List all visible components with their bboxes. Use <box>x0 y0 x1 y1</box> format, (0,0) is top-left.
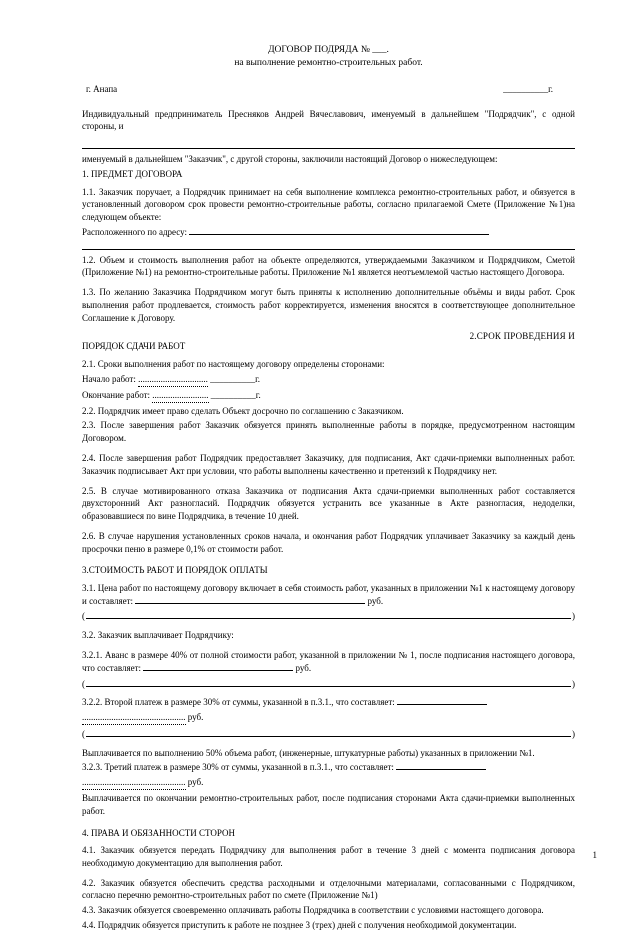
clause-3-1 <box>82 582 575 608</box>
clause-3-2-2-text: 3.2.2. Второй платеж в размере 30% от суммы, указанной в п.3.1., что составляет: <box>82 697 395 708</box>
clause-3-2-2 <box>82 696 575 709</box>
clause-3-2-3-dots: .............................................. <box>82 776 186 790</box>
clause-2-1: 2.1. Сроки выполнения работ по настоящему договору определены сторонами: <box>82 359 385 370</box>
clause-3-1-amount-words[interactable] <box>82 609 575 622</box>
blank-line-party[interactable] <box>82 140 575 149</box>
amount-words-line[interactable] <box>86 609 571 619</box>
clause-3-2-3 <box>82 761 575 774</box>
clause-3-2-1-text: 3.2.1. Аванс в размере 40% от полной стоимости работ, указанной в приложении № 1, после подписания настоящего договора, что составляет: <box>82 650 575 673</box>
clause-3-1-unit: руб. <box>367 595 384 606</box>
title-line-1: ДОГОВОР ПОДРЯДА № ___. <box>268 45 389 55</box>
clause-2-6: 2.6. В случае нарушения установленных сроков начала, и окончания работ Подрядчик уплачивает Заказчику за каждый день просрочки пеню в размере 0,1% от стоимости работ. <box>82 530 575 554</box>
clause-2-2: 2.2. Подрядчик имеет право сделать Объект досрочно по соглашению с Заказчиком. <box>82 405 404 416</box>
clause-3-2: 3.2. Заказчик выплачивает Подрядчику: <box>82 630 234 641</box>
clause-4-1: 4.1. Заказчик обязуется передать Подрядчику для выполнения работ в течение 3 дней с момента подписания договора необходимую документацию для выполнения работ. <box>82 845 575 868</box>
clause-3-1-amount-input[interactable] <box>135 603 365 604</box>
paren-open: ( <box>82 728 85 739</box>
clause-2-1-start <box>82 373 575 387</box>
clause-3-2-2-amount-words[interactable] <box>82 727 575 740</box>
clause-3-1-text: 3.1. Цена работ по настоящему договору включает в себя стоимость работ, указанных в приложении №1 к настоящему договору и составляет: <box>82 582 575 606</box>
end-date-value[interactable]: __________г. <box>210 389 261 400</box>
amount-words-line[interactable] <box>86 727 571 737</box>
clause-3-2-2-dots: .............................................. <box>82 711 186 725</box>
clause-3-2-3-amount-input[interactable] <box>396 769 486 770</box>
paren-close: ) <box>572 728 575 739</box>
clause-4-2: 4.2. Заказчик обязуется обеспечить средства расходными и отделочными материалами, согласованными с Подрядчиком, согласно перечню ремонтно-строительных работ по смете (Приложение №1) <box>82 877 575 901</box>
clause-2-1-end <box>82 389 575 403</box>
section-2-heading-left: ПОРЯДОК СДАЧИ РАБОТ <box>82 341 186 352</box>
intro-paragraph-1: Индивидуальный предприниматель Пресняков Андрей Вячеславович, именуемый в дальнейшем "Подрядчик", с одной стороны, и <box>82 108 575 132</box>
section-1-heading: 1. ПРЕДМЕТ ДОГОВОРА <box>82 168 183 179</box>
paren-open: ( <box>82 678 85 689</box>
end-date-dots: ......................... <box>152 389 208 403</box>
clause-2-4: 2.4. После завершения работ Подрядчик предоставляет Заказчику, для подписания, Акт сдачи-приемки выполненных работ. Заказчик подписывает Акт при условии, что работы выполнены качественно и претензий к Подрядчику нет. <box>82 453 575 476</box>
clause-3-2-2-unit: руб. <box>187 712 204 723</box>
page-number: 1 <box>592 850 597 860</box>
clause-3-2-2-note: Выплачивается по выполнению 50% объема работ, (инженерные, штукатурные работы) указанных в приложении №1. <box>82 747 535 758</box>
clause-3-2-3-unit: руб. <box>187 777 204 788</box>
address-input[interactable] <box>189 234 489 235</box>
section-4-heading: 4. ПРАВА И ОБЯЗАННОСТИ СТОРОН <box>82 827 236 838</box>
city-date-row <box>82 84 575 94</box>
intro-paragraph-2: именуемый в дальнейшем "Заказчик", с другой стороны, заключили настоящий Договор о нижеследующем: <box>82 154 498 165</box>
clause-3-2-2-amount-input[interactable] <box>397 704 487 705</box>
paren-close: ) <box>572 611 575 622</box>
start-date-label: Начало работ: <box>82 374 136 385</box>
paren-open: ( <box>82 611 85 622</box>
clause-4-4: 4.4. Подрядчик обязуется приступить к работе не позднее 3 (трех) дней с получения необходимой документации. <box>82 919 517 930</box>
start-date-dots: ............................... <box>138 373 208 387</box>
clause-1-3: 1.3. По желанию Заказчика Подрядчиком могут быть приняты к исполнению дополнительные объёмы и виды работ. Срок выполнения работ продлевается, стоимость работ корректируется, изменения вносятся в соответствующее дополнительное Соглашение к Договору. <box>82 287 575 323</box>
clause-1-1-address-label <box>82 226 575 239</box>
address-label-text: Расположенного по адресу: <box>82 226 188 237</box>
clause-3-2-3-text: 3.2.3. Третий платеж в размере 30% от суммы, указанной в п.3.1., что составляет: <box>82 762 394 773</box>
clause-1-2: 1.2. Объем и стоимость выполнения работ на объекте определяются, утверждаемыми Заказчиком и Подрядчиком, Сметой (Приложение №1) на ремонтно-строительные работы. Приложение №1 является неотъемлемой частью настоящего Договора. <box>82 254 575 278</box>
end-date-label: Окончание работ: <box>82 389 151 400</box>
clause-1-1: 1.1. Заказчик поручает, а Подрядчик принимает на себя выполнение комплекса ремонтно-строительных работ, и обязуется в установленный договором срок провести ремонтно-строительные работы, согласно прилагаемой Смете (Приложение №1)на следующем объекте: <box>82 186 575 223</box>
clause-3-2-3-note: Выплачивается по окончании ремонтно-строительных работ, после подписания сторонами Акта сдачи-приемки выполненных работ. <box>82 793 575 816</box>
start-date-value[interactable]: __________г. <box>210 374 261 385</box>
page-title <box>82 44 575 70</box>
paren-close: ) <box>572 678 575 689</box>
clause-2-3: 2.3. После завершения работ Заказчик обязуется принять выполненные работы в порядке, предусмотренном настоящим Договором. <box>82 420 575 444</box>
amount-words-line[interactable] <box>86 677 571 687</box>
section-2-heading-right: 2.СРОК ПРОВЕДЕНИЯ И <box>469 331 575 342</box>
clause-3-2-1-amount-words[interactable] <box>82 677 575 690</box>
clause-3-2-2-unit-line <box>82 711 575 725</box>
clause-3-2-3-unit-line <box>82 776 575 790</box>
clause-3-2-1-amount-input[interactable] <box>143 670 293 671</box>
title-line-2: на выполнение ремонтно-строительных работ. <box>234 57 423 68</box>
clause-4-3: 4.3. Заказчик обязуется своевременно оплачивать работы Подрядчика в соответствии с условиями настоящего договора. <box>82 905 544 916</box>
clause-3-2-1 <box>82 649 575 675</box>
date-field[interactable]: __________г. <box>503 83 553 94</box>
clause-2-5: 2.5. В случае мотивированного отказа Заказчика от подписания Акта сдачи-приемки выполненных работ составляется двухсторонний Акт разногласий. Подрядчик обязуется устранить все указанные в Акте разногласия, недоделки, образовавшиеся по вине Подрядчика, в течение 10 дней. <box>82 485 575 522</box>
blank-line-address[interactable] <box>82 241 575 250</box>
section-3-heading: 3.СТОИМОСТЬ РАБОТ И ПОРЯДОК ОПЛАТЫ <box>82 565 268 576</box>
clause-3-2-1-unit: руб. <box>295 662 312 673</box>
city-label: г. Анапа <box>86 83 118 94</box>
